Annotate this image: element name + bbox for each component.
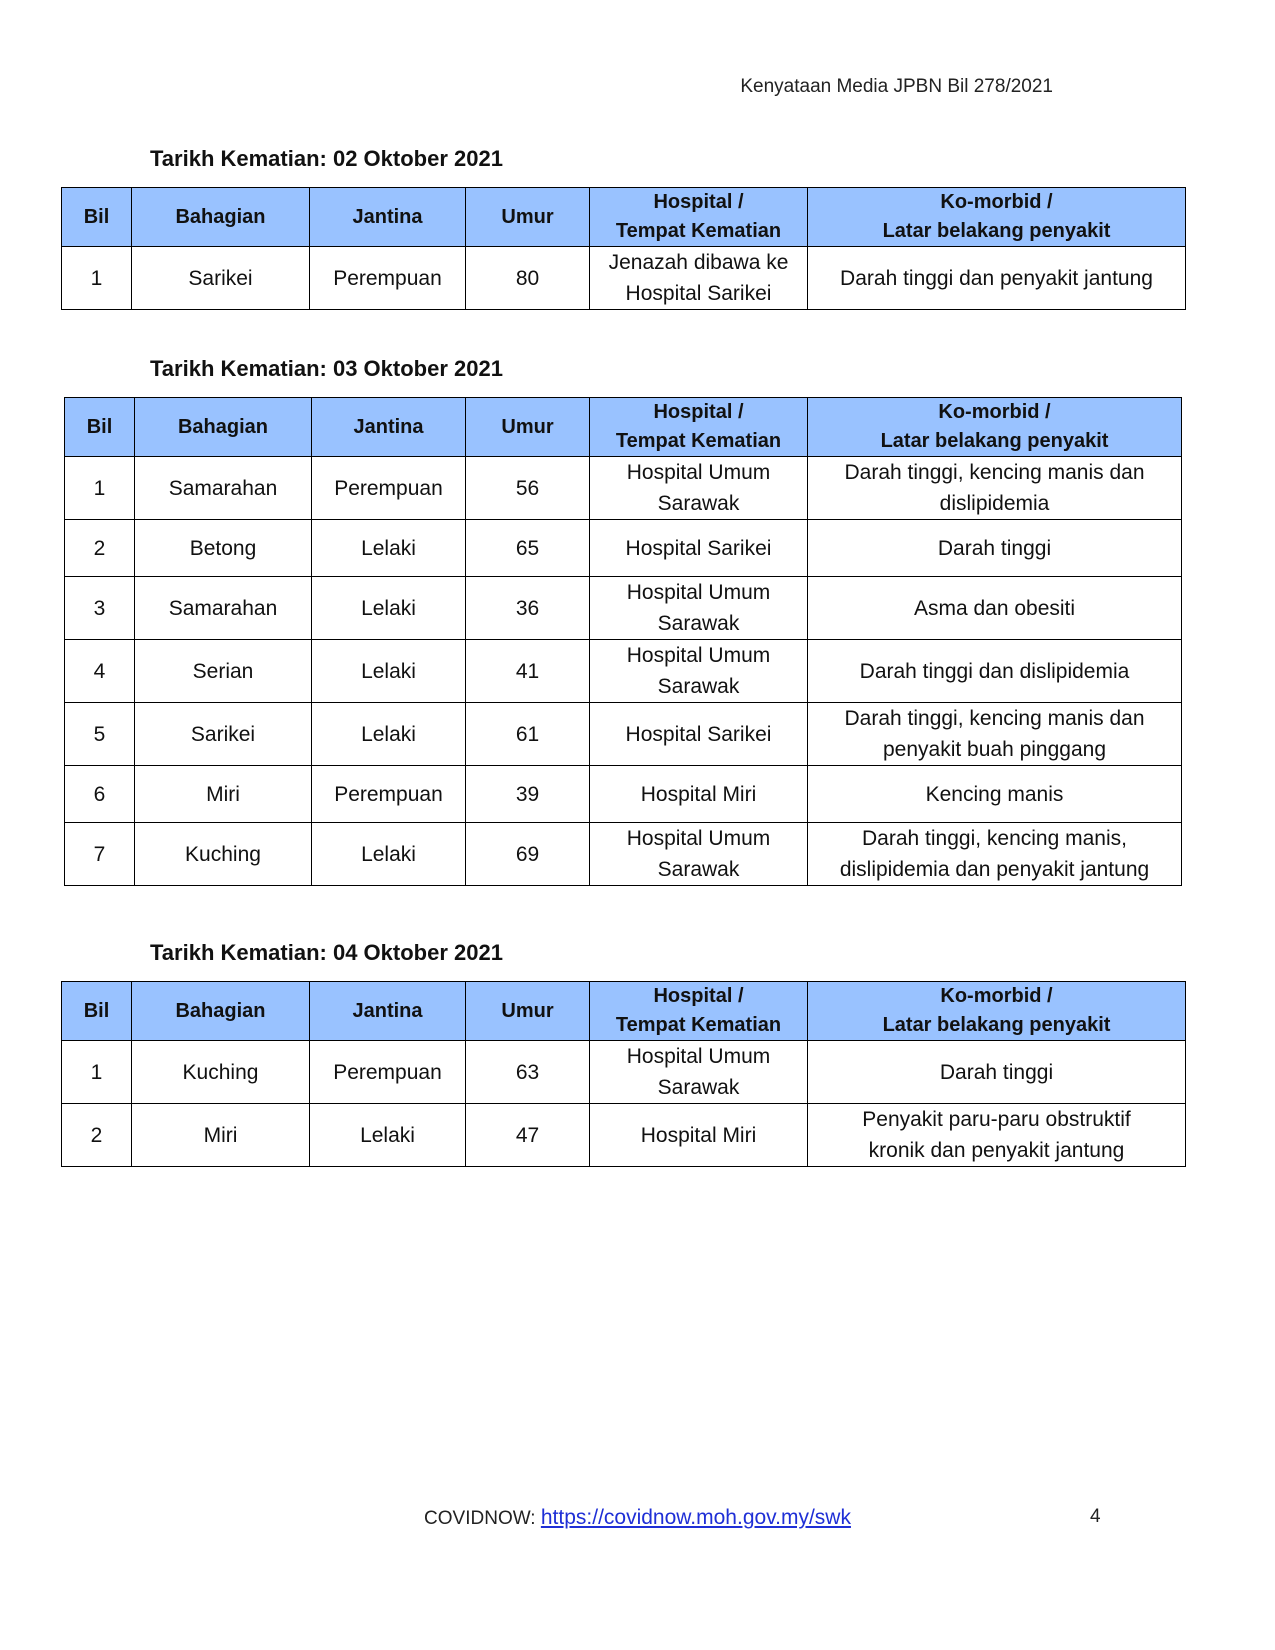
cell-komorbid-line: dislipidemia dan penyakit jantung <box>839 858 1150 881</box>
cell-jantina: Lelaki <box>312 520 466 577</box>
cell-komorbid <box>808 457 1182 520</box>
cell-umur: 63 <box>466 1041 590 1104</box>
cell-bahagian: Sarikei <box>135 703 312 766</box>
cell-hospital-line: Hospital Umum <box>626 1045 771 1068</box>
cell-komorbid <box>808 823 1182 886</box>
cell-hospital <box>590 577 808 640</box>
cell-hospital-line: Hospital Miri <box>640 782 757 806</box>
col-header-jantina: Jantina <box>310 982 466 1041</box>
cell-hospital <box>590 457 808 520</box>
cell-hospital <box>590 247 808 310</box>
col-header-bil: Bil <box>65 398 135 457</box>
cell-komorbid-line: Darah tinggi dan penyakit jantung <box>840 266 1153 290</box>
cell-hospital <box>590 1041 808 1104</box>
cell-komorbid-line: kronik dan penyakit jantung <box>868 1139 1125 1162</box>
cell-hospital-line: Hospital Sarikei <box>625 536 772 560</box>
table-row <box>65 766 1182 823</box>
col-header-umur: Umur <box>466 188 590 247</box>
deaths-table-02-oktober <box>61 187 1186 310</box>
cell-hospital-line: Jenazah dibawa ke <box>608 251 789 274</box>
covidnow-link[interactable]: https://covidnow.moh.gov.my/swk <box>540 1506 851 1529</box>
cell-bahagian: Miri <box>135 766 312 823</box>
cell-bil: 3 <box>65 577 135 640</box>
cell-bahagian: Kuching <box>135 823 312 886</box>
col-header-bahagian: Bahagian <box>132 188 310 247</box>
col-header-hospital: Hospital / Tempat Kematian <box>590 982 808 1041</box>
cell-komorbid-line: Darah tinggi <box>937 536 1052 560</box>
cell-komorbid-line: Darah tinggi dan dislipidemia <box>859 659 1130 683</box>
cell-bahagian: Samarahan <box>135 577 312 640</box>
table-row <box>62 1041 1186 1104</box>
cell-bil: 1 <box>62 247 132 310</box>
cell-umur: 80 <box>466 247 590 310</box>
cell-bahagian: Serian <box>135 640 312 703</box>
page-number: 4 <box>1090 1506 1101 1527</box>
col-header-bahagian: Bahagian <box>135 398 312 457</box>
cell-bahagian: Kuching <box>132 1041 310 1104</box>
cell-bil: 1 <box>62 1041 132 1104</box>
col-header-bil: Bil <box>62 982 132 1041</box>
table-row <box>65 823 1182 886</box>
cell-bil: 7 <box>65 823 135 886</box>
cell-umur: 39 <box>466 766 590 823</box>
cell-hospital-line: Hospital Umum <box>626 827 771 850</box>
document-reference: Kenyataan Media JPBN Bil 278/2021 <box>740 76 1053 97</box>
cell-bil: 6 <box>65 766 135 823</box>
cell-umur: 61 <box>466 703 590 766</box>
cell-jantina: Perempuan <box>312 766 466 823</box>
cell-komorbid-line: Darah tinggi, kencing manis, <box>862 827 1127 850</box>
col-header-jantina: Jantina <box>310 188 466 247</box>
col-header-umur: Umur <box>466 398 590 457</box>
cell-umur: 36 <box>466 577 590 640</box>
cell-hospital-line: Sarawak <box>657 492 740 515</box>
cell-bil: 5 <box>65 703 135 766</box>
cell-komorbid-line: Asma dan obesiti <box>913 596 1076 620</box>
cell-komorbid <box>808 577 1182 640</box>
col-header-jantina: Jantina <box>312 398 466 457</box>
section-title-03-oktober: Tarikh Kematian: 03 Oktober 2021 <box>150 356 503 381</box>
cell-komorbid-line: Penyakit paru-paru obstruktif <box>862 1108 1131 1131</box>
cell-jantina: Lelaki <box>310 1104 466 1167</box>
section-title-04-oktober: Tarikh Kematian: 04 Oktober 2021 <box>150 940 503 965</box>
cell-hospital-line: Sarawak <box>657 1076 740 1099</box>
col-header-hospital: Hospital / Tempat Kematian <box>590 398 808 457</box>
col-header-komorbid: Ko-morbid / Latar belakang penyakit <box>808 188 1186 247</box>
col-header-bahagian: Bahagian <box>132 982 310 1041</box>
cell-bil: 2 <box>65 520 135 577</box>
cell-bahagian: Sarikei <box>132 247 310 310</box>
cell-jantina: Lelaki <box>312 577 466 640</box>
table-row <box>65 457 1182 520</box>
table-row <box>65 640 1182 703</box>
col-header-bil: Bil <box>62 188 132 247</box>
cell-umur: 69 <box>466 823 590 886</box>
cell-umur: 56 <box>466 457 590 520</box>
cell-komorbid <box>808 766 1182 823</box>
cell-jantina: Lelaki <box>312 823 466 886</box>
cell-komorbid-line: Darah tinggi <box>939 1060 1054 1084</box>
cell-komorbid <box>808 640 1182 703</box>
cell-hospital-line: Hospital Umum <box>626 644 771 667</box>
cell-komorbid <box>808 703 1182 766</box>
cell-hospital-line: Sarawak <box>657 675 740 698</box>
cell-hospital-line: Hospital Umum <box>626 461 771 484</box>
cell-komorbid-line: dislipidemia <box>939 492 1050 515</box>
col-header-umur: Umur <box>466 982 590 1041</box>
col-header-komorbid: Ko-morbid / Latar belakang penyakit <box>808 398 1182 457</box>
cell-bil: 1 <box>65 457 135 520</box>
cell-hospital-line: Hospital Sarikei <box>625 282 772 305</box>
cell-komorbid <box>808 1104 1186 1167</box>
deaths-table-03-oktober <box>64 397 1182 886</box>
cell-jantina: Perempuan <box>310 247 466 310</box>
cell-hospital <box>590 766 808 823</box>
cell-hospital-line: Sarawak <box>657 858 740 881</box>
cell-bahagian: Samarahan <box>135 457 312 520</box>
cell-hospital <box>590 1104 808 1167</box>
cell-komorbid <box>808 247 1186 310</box>
cell-komorbid-line: Kencing manis <box>925 782 1064 806</box>
table-row <box>65 520 1182 577</box>
cell-jantina: Lelaki <box>312 640 466 703</box>
cell-komorbid-line: Darah tinggi, kencing manis dan <box>844 461 1145 484</box>
cell-bil: 4 <box>65 640 135 703</box>
cell-hospital <box>590 703 808 766</box>
cell-hospital-line: Sarawak <box>657 612 740 635</box>
cell-jantina: Perempuan <box>310 1041 466 1104</box>
table-row <box>62 1104 1186 1167</box>
cell-jantina: Perempuan <box>312 457 466 520</box>
cell-hospital <box>590 640 808 703</box>
cell-umur: 41 <box>466 640 590 703</box>
table-row <box>65 577 1182 640</box>
col-header-komorbid: Ko-morbid / Latar belakang penyakit <box>808 982 1186 1041</box>
cell-hospital <box>590 823 808 886</box>
deaths-table-04-oktober <box>61 981 1186 1167</box>
cell-bahagian: Miri <box>132 1104 310 1167</box>
cell-umur: 47 <box>466 1104 590 1167</box>
cell-bil: 2 <box>62 1104 132 1167</box>
cell-komorbid-line: Darah tinggi, kencing manis dan <box>844 707 1145 730</box>
footer-label: COVIDNOW: <box>424 1508 541 1529</box>
cell-komorbid <box>808 1041 1186 1104</box>
cell-hospital-line: Hospital Miri <box>640 1123 757 1147</box>
cell-komorbid <box>808 520 1182 577</box>
footer <box>0 1506 1275 1530</box>
cell-hospital <box>590 520 808 577</box>
table-row <box>65 703 1182 766</box>
col-header-hospital: Hospital / Tempat Kematian <box>590 188 808 247</box>
cell-hospital-line: Hospital Sarikei <box>625 722 772 746</box>
section-title-02-oktober: Tarikh Kematian: 02 Oktober 2021 <box>150 146 503 171</box>
cell-hospital-line: Hospital Umum <box>626 581 771 604</box>
cell-bahagian: Betong <box>135 520 312 577</box>
table-row <box>62 247 1186 310</box>
cell-jantina: Lelaki <box>312 703 466 766</box>
cell-umur: 65 <box>466 520 590 577</box>
cell-komorbid-line: penyakit buah pinggang <box>882 738 1107 761</box>
